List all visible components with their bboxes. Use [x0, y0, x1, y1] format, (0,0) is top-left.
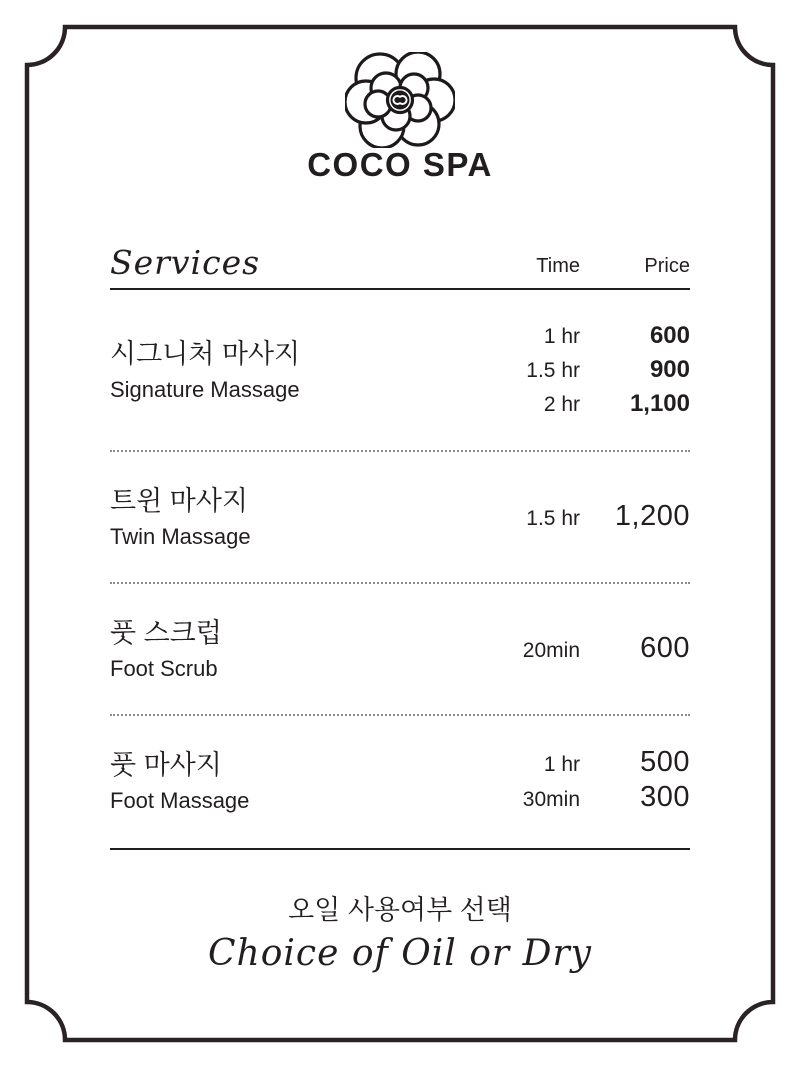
service-option-line: [468, 353, 690, 387]
camellia-flower-logo: [345, 52, 455, 148]
service-row: [110, 584, 690, 714]
services-table-header: [110, 243, 690, 290]
time-column-header: Time: [536, 255, 580, 277]
services-heading: Services: [110, 243, 261, 282]
services-list: [110, 290, 690, 846]
logo-block: [110, 52, 690, 142]
option-time: 30min: [522, 788, 580, 811]
service-option-line: [468, 746, 690, 781]
footer-note-english: Choice of Oil or Dry: [208, 933, 592, 974]
service-options: [468, 500, 690, 535]
service-options: [468, 632, 690, 667]
service-names: [110, 613, 222, 685]
service-row: [110, 290, 690, 450]
option-time: 1 hr: [543, 325, 580, 348]
service-name-english: Signature Massage: [110, 377, 300, 402]
price-column-header: Price: [644, 255, 690, 277]
service-name-korean: 시그니처 마사지: [110, 339, 301, 369]
option-time: 1 hr: [543, 753, 580, 776]
bottom-rule: [110, 848, 690, 850]
option-time: 1.5 hr: [526, 359, 580, 382]
footer-note-block: [110, 894, 690, 974]
service-name-korean: 풋 마사지: [110, 750, 222, 780]
service-option-line: [468, 319, 690, 353]
service-row: [110, 452, 690, 582]
option-price: 600: [640, 631, 690, 664]
service-option-line: [468, 781, 690, 816]
option-price: 1,100: [629, 390, 690, 417]
service-names: [110, 745, 249, 817]
option-time: 2 hr: [543, 393, 580, 416]
service-row: [110, 716, 690, 846]
service-name-korean: 트윈 마사지: [110, 486, 248, 516]
service-option-line: [468, 387, 690, 421]
service-options: [468, 746, 690, 816]
service-names: [110, 481, 251, 553]
service-name-korean: 풋 스크럽: [110, 618, 222, 648]
footer-note-korean: 오일 사용여부 선택: [288, 895, 512, 925]
service-option-line: [468, 632, 690, 667]
service-option-line: [468, 500, 690, 535]
option-price: 600: [649, 322, 690, 349]
option-price: 500: [640, 746, 690, 778]
option-price: 300: [640, 781, 690, 813]
menu-content: [110, 0, 690, 974]
option-price: 1,200: [614, 499, 690, 532]
brand-title: COCO SPA: [307, 146, 493, 183]
option-time: 20min: [522, 638, 580, 662]
service-name-english: Foot Massage: [110, 788, 250, 813]
service-names: [110, 334, 300, 406]
service-options: [468, 319, 690, 421]
option-price: 900: [649, 356, 690, 383]
option-time: 1.5 hr: [526, 506, 580, 530]
service-name-english: Twin Massage: [110, 524, 251, 549]
service-name-english: Foot Scrub: [110, 656, 218, 681]
